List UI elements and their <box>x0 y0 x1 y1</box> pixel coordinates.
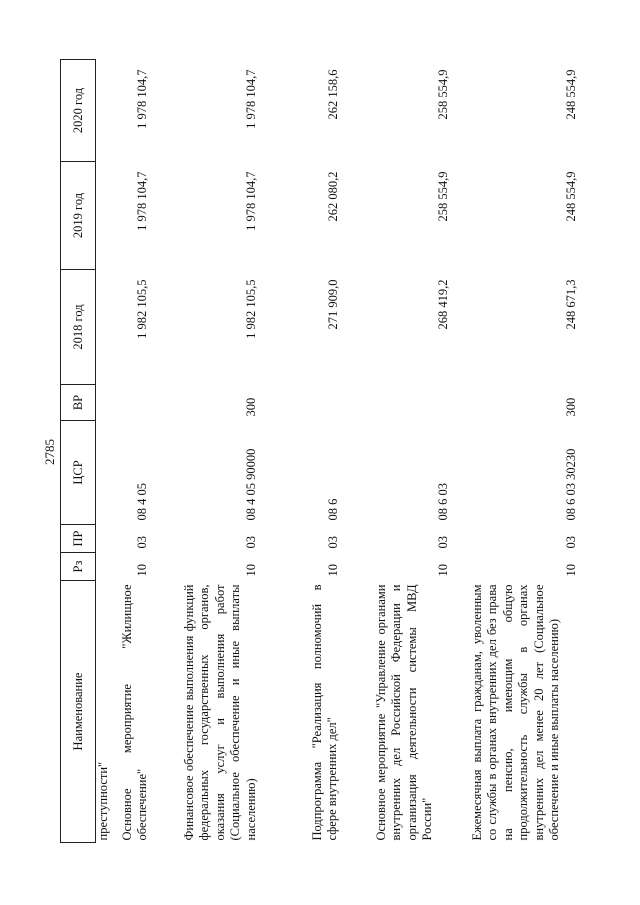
row-pr: 03 <box>243 536 258 549</box>
header-2020: 2020 год <box>61 60 96 162</box>
row-csr: 08 6 03 <box>435 483 450 521</box>
row-2020: 248 554,9 <box>563 69 578 120</box>
row-csr: 08 6 03 30230 <box>563 448 578 521</box>
row-2018: 1 982 105,5 <box>243 279 258 339</box>
page-number <box>40 440 60 464</box>
header-rz: Рз <box>61 553 96 581</box>
row-pr: 03 <box>134 536 149 549</box>
budget-table <box>60 59 610 843</box>
row-rz: 10 <box>134 564 149 577</box>
row-name: Основное мероприятие "Жилищное обеспечение" <box>119 584 149 841</box>
table-row <box>470 60 610 843</box>
header-pr: ПР <box>61 525 96 553</box>
row-vr: 300 <box>563 397 578 417</box>
row-rz: 10 <box>243 564 258 577</box>
row-2020: 1 978 104,7 <box>243 69 258 129</box>
rotated-page <box>60 60 602 843</box>
row-2018: 1 982 105,5 <box>134 279 149 339</box>
row-2019: 1 978 104,7 <box>243 171 258 231</box>
row-pr: 03 <box>325 536 340 549</box>
table-header-row <box>61 60 96 843</box>
header-name: Наименование <box>61 581 96 843</box>
row-2018: 248 671,3 <box>563 279 578 330</box>
page-number-text: 2785 <box>42 439 57 465</box>
row-2019: 248 554,9 <box>563 171 578 222</box>
row-2019: 258 554,9 <box>435 171 450 222</box>
row-csr: 08 4 05 <box>134 483 149 521</box>
header-vr: ВР <box>61 385 96 421</box>
row-pr: 03 <box>435 536 450 549</box>
header-csr: ЦСР <box>61 421 96 525</box>
row-name: Ежемесячная выплата гражданам, уволенным со службы в органах внутренних дел без права на пенсию, имеющим общую продолжительность службы в органах внутренних дел менее 20 лет (Социальное обеспечение и иные выплаты населению) <box>469 584 561 841</box>
row-2018: 271 909,0 <box>325 279 340 330</box>
row-2019: 1 978 104,7 <box>134 171 149 231</box>
row-2019: 262 080,2 <box>325 171 340 222</box>
row-name: Подпрограмма "Реализация полномочий в сфере внутренних дел" <box>309 584 339 841</box>
table-row <box>120 60 182 843</box>
row-rz: 10 <box>563 564 578 577</box>
row-vr <box>120 385 182 421</box>
header-2018: 2018 год <box>61 270 96 385</box>
row-name: Основное мероприятие "Управление органами внутренних дел Российской Федерации и организация деятельности системы МВД России" <box>373 584 434 841</box>
row-rz: 10 <box>325 564 340 577</box>
row-name: преступности" <box>96 761 110 841</box>
table-row <box>374 60 470 843</box>
row-csr: 08 4 05 90000 <box>243 448 258 521</box>
table-row <box>96 60 120 843</box>
row-2020: 1 978 104,7 <box>134 69 149 129</box>
row-vr: 300 <box>243 397 258 417</box>
row-2020: 262 158,6 <box>325 69 340 120</box>
row-rz: 10 <box>435 564 450 577</box>
row-vr <box>310 385 374 421</box>
row-pr: 03 <box>563 536 578 549</box>
table-row <box>310 60 374 843</box>
row-csr: 08 6 <box>325 498 340 521</box>
row-vr <box>374 385 470 421</box>
row-name: Финансовое обеспечение выполнения функций федеральных государственных органов, оказания услуг и выполнения работ (Социальное обеспечение и иные выплаты населению) <box>181 584 258 841</box>
table-row <box>182 60 310 843</box>
header-2019: 2019 год <box>61 162 96 270</box>
row-2020: 258 554,9 <box>435 69 450 120</box>
row-2018: 268 419,2 <box>435 279 450 330</box>
